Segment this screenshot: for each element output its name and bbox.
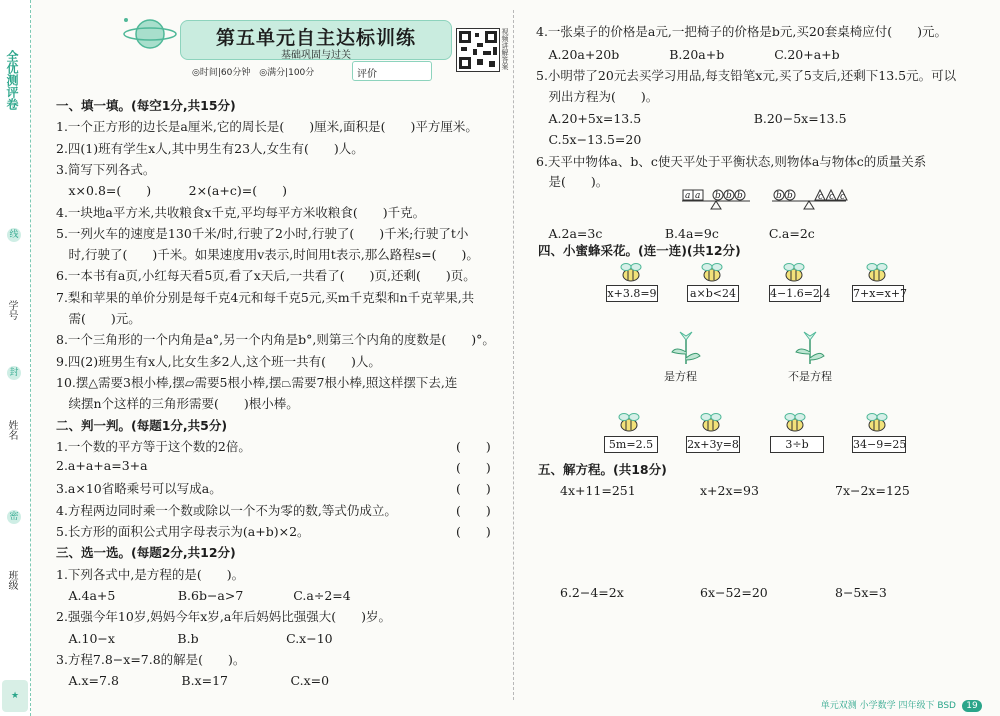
question-line: 6.天平中物体a、b、c使天平处于平衡状态,则物体a与物体c的质量关系 — [536, 154, 927, 169]
page-number: 19 — [962, 700, 982, 712]
bee-icon — [618, 262, 644, 282]
question-line: 9.四(2)班男生有x人,比女生多2人,这个班一共有( )人。 — [56, 353, 381, 369]
question-line: 2.a+a+a=3+a — [56, 458, 148, 474]
question-line: A.20+5x=13.5 B.20−5x=13.5 — [536, 111, 847, 126]
brand-label: 全优测评卷 — [5, 50, 19, 110]
seal-mark: 线 — [7, 228, 21, 242]
section-heading: 一、填一填。(每空1分,共15分) — [56, 98, 236, 113]
question-line: 4.一张桌子的价格是a元,一把椅子的价格是b元,买20套桌椅应付( )元。 — [536, 24, 947, 39]
section-five-title: 五、解方程。(共18分) — [538, 462, 667, 477]
equation-card[interactable]: 5m=2.5 — [604, 436, 658, 453]
equation: 4x+11=251 — [560, 483, 636, 498]
corner-logo-icon: ★ — [2, 680, 28, 712]
svg-text:a: a — [695, 191, 701, 201]
question-line: 8.一个三角形的一个内角是a°,另一个内角是b°,则第三个内角的度数是( )°。 — [56, 332, 495, 348]
question-line: 2.四(1)班有学生x人,其中男生有23人,女生有( )人。 — [56, 140, 364, 156]
answer-blank[interactable]: ( ) — [456, 460, 491, 476]
qr-code-icon[interactable] — [456, 28, 500, 72]
question-line: 列出方程为( )。 — [536, 89, 659, 104]
seal-mark: 封 — [7, 366, 21, 380]
svg-text:b: b — [715, 191, 721, 201]
question-line: C.5x−13.5=20 — [536, 132, 642, 147]
question-line: A.4a+5 B.6b−a>7 C.a÷2=4 — [56, 587, 351, 603]
question-line: 5.一列火车的速度是130千米/时,行驶了2小时,行驶了( )千米;行驶了t小 — [56, 225, 469, 241]
page-divider — [513, 10, 514, 700]
equation-card[interactable]: 34−9=25 — [853, 438, 907, 451]
question-line: 10.摆△需要3根小棒,摆▱需要5根小棒,摆⏢需要7根小棒,照这样摆下去,连 — [56, 374, 458, 390]
question-line: 6.一本书有a页,小红每天看5页,看了x天后,一共看了( )页,还剩( )页。 — [56, 268, 476, 284]
equation-card[interactable]: 7+x=x+7 — [853, 287, 908, 300]
flower-icon — [792, 330, 828, 366]
footer-text: 单元双测 小学数学 四年级下 BSD — [820, 701, 956, 711]
bee-icon — [864, 262, 890, 282]
equation: x+2x=93 — [700, 483, 759, 498]
question-line: x×0.8=( ) 2×(a+c)=( ) — [56, 183, 287, 199]
bee-icon — [864, 412, 890, 432]
answer-blank[interactable]: ( ) — [456, 502, 491, 518]
question-line: 7.梨和苹果的单价分别是每千克4元和每千克5元,买m千克梨和n千克苹果,共 — [56, 289, 475, 305]
svg-text:c: c — [829, 192, 835, 202]
student-id-label: 学号 — [6, 300, 17, 320]
full-score: ◎满分|100分 — [259, 68, 315, 78]
balance-scales-illustration — [680, 183, 850, 217]
question-line: 1.一个数的平方等于这个数的2倍。 — [56, 438, 251, 454]
question-line: 时,行驶了( )千米。如果速度用v表示,时间用t表示,那么路程s=( )。 — [56, 247, 479, 263]
equation-card[interactable]: 4−1.6=2.4 — [770, 287, 831, 300]
bee-icon — [698, 412, 724, 432]
answer-blank[interactable]: ( ) — [456, 438, 491, 454]
svg-text:b: b — [787, 191, 793, 201]
score-label: 评价 — [357, 69, 377, 80]
section-four-title: 四、小蜜蜂采花。(连一连)(共12分) — [538, 243, 741, 258]
equation-card[interactable]: 2x+3y=8 — [687, 438, 739, 451]
exam-meta — [192, 65, 320, 78]
equation-card[interactable]: a×b<24 — [687, 285, 739, 302]
equation: 6x−52=20 — [700, 585, 768, 600]
class-label: 班级 — [6, 570, 17, 590]
time-limit: ◎时间|60分钟 — [192, 68, 251, 78]
question-line: 3.a×10省略乘号可以写成a。 — [56, 481, 222, 497]
qr-caption: 视频讲解答案 — [501, 28, 509, 70]
question-line: 2.强强今年10岁,妈妈今年x岁,a年后妈妈比强强大( )岁。 — [56, 609, 392, 625]
score-field[interactable] — [352, 61, 432, 81]
question-line: 续摆n个这样的三角形需要( )根小棒。 — [56, 396, 299, 412]
question-line: 1.一个正方形的边长是a厘米,它的周长是( )厘米,面积是( )平方厘米。 — [56, 119, 478, 135]
question-line: 3.简写下列各式。 — [56, 161, 156, 177]
binding-margin — [0, 0, 31, 716]
question-line: 4.一块地a平方米,共收粮食x千克,平均每平方米收粮食( )千克。 — [56, 204, 426, 220]
svg-text:c: c — [818, 192, 824, 202]
planet-icon — [118, 12, 178, 52]
question-line: A.x=7.8 B.x=17 C.x=0 — [56, 673, 330, 689]
bee-icon — [616, 412, 642, 432]
equation: 6.2−4=2x — [560, 585, 624, 600]
category-label: 不是方程 — [788, 370, 832, 383]
answer-blank[interactable]: ( ) — [456, 524, 491, 539]
question-line: 3.方程7.8−x=7.8的解是( )。 — [56, 651, 246, 667]
bee-icon — [781, 262, 807, 282]
equation-card[interactable]: 3÷b — [770, 436, 824, 453]
question-line: 1.下列各式中,是方程的是( )。 — [56, 566, 245, 582]
svg-text:b: b — [776, 191, 782, 201]
section-heading: 三、选一选。(每题2分,共12分) — [56, 545, 236, 561]
question-line: 4.方程两边同时乘一个数或除以一个不为零的数,等式仍成立。 — [56, 502, 397, 518]
answer-blank[interactable]: ( ) — [456, 481, 491, 497]
question-line: A.10−x B.b C.x−10 — [56, 630, 333, 646]
bee-icon — [782, 412, 808, 432]
flower-icon — [668, 330, 704, 366]
svg-text:b: b — [737, 191, 743, 201]
svg-text:a: a — [685, 191, 691, 201]
title-banner — [180, 20, 452, 60]
bee-icon — [699, 262, 725, 282]
question-line: 需( )元。 — [56, 311, 141, 326]
page-title: 第五单元自主达标训练 — [215, 27, 416, 49]
section-heading: 二、判一判。(每题1分,共5分) — [56, 417, 228, 433]
seal-mark: 密 — [7, 510, 21, 524]
question-line: A.20a+20b B.20a+b C.20+a+b — [536, 47, 840, 62]
name-label: 姓名 — [6, 420, 17, 440]
page-subtitle: 基础巩固与过关 — [281, 50, 351, 61]
equation: 8−5x=3 — [835, 585, 887, 600]
equation: 7x−2x=125 — [835, 483, 910, 498]
equation-card[interactable]: x+3.8=9 — [607, 287, 657, 300]
question-line: 5.小明带了20元去买学习用品,每支铅笔x元,买了5支后,还剩下13.5元。可以 — [536, 68, 957, 83]
question-line: A.2a=3c B.4a=9c C.a=2c — [536, 226, 815, 241]
question-line: 5.长方形的面积公式用字母表示为(a+b)×2。 — [56, 524, 310, 539]
svg-text:c: c — [840, 192, 846, 202]
svg-text:b: b — [726, 191, 732, 201]
category-label: 是方程 — [664, 370, 697, 383]
question-line: 是( )。 — [536, 174, 609, 189]
